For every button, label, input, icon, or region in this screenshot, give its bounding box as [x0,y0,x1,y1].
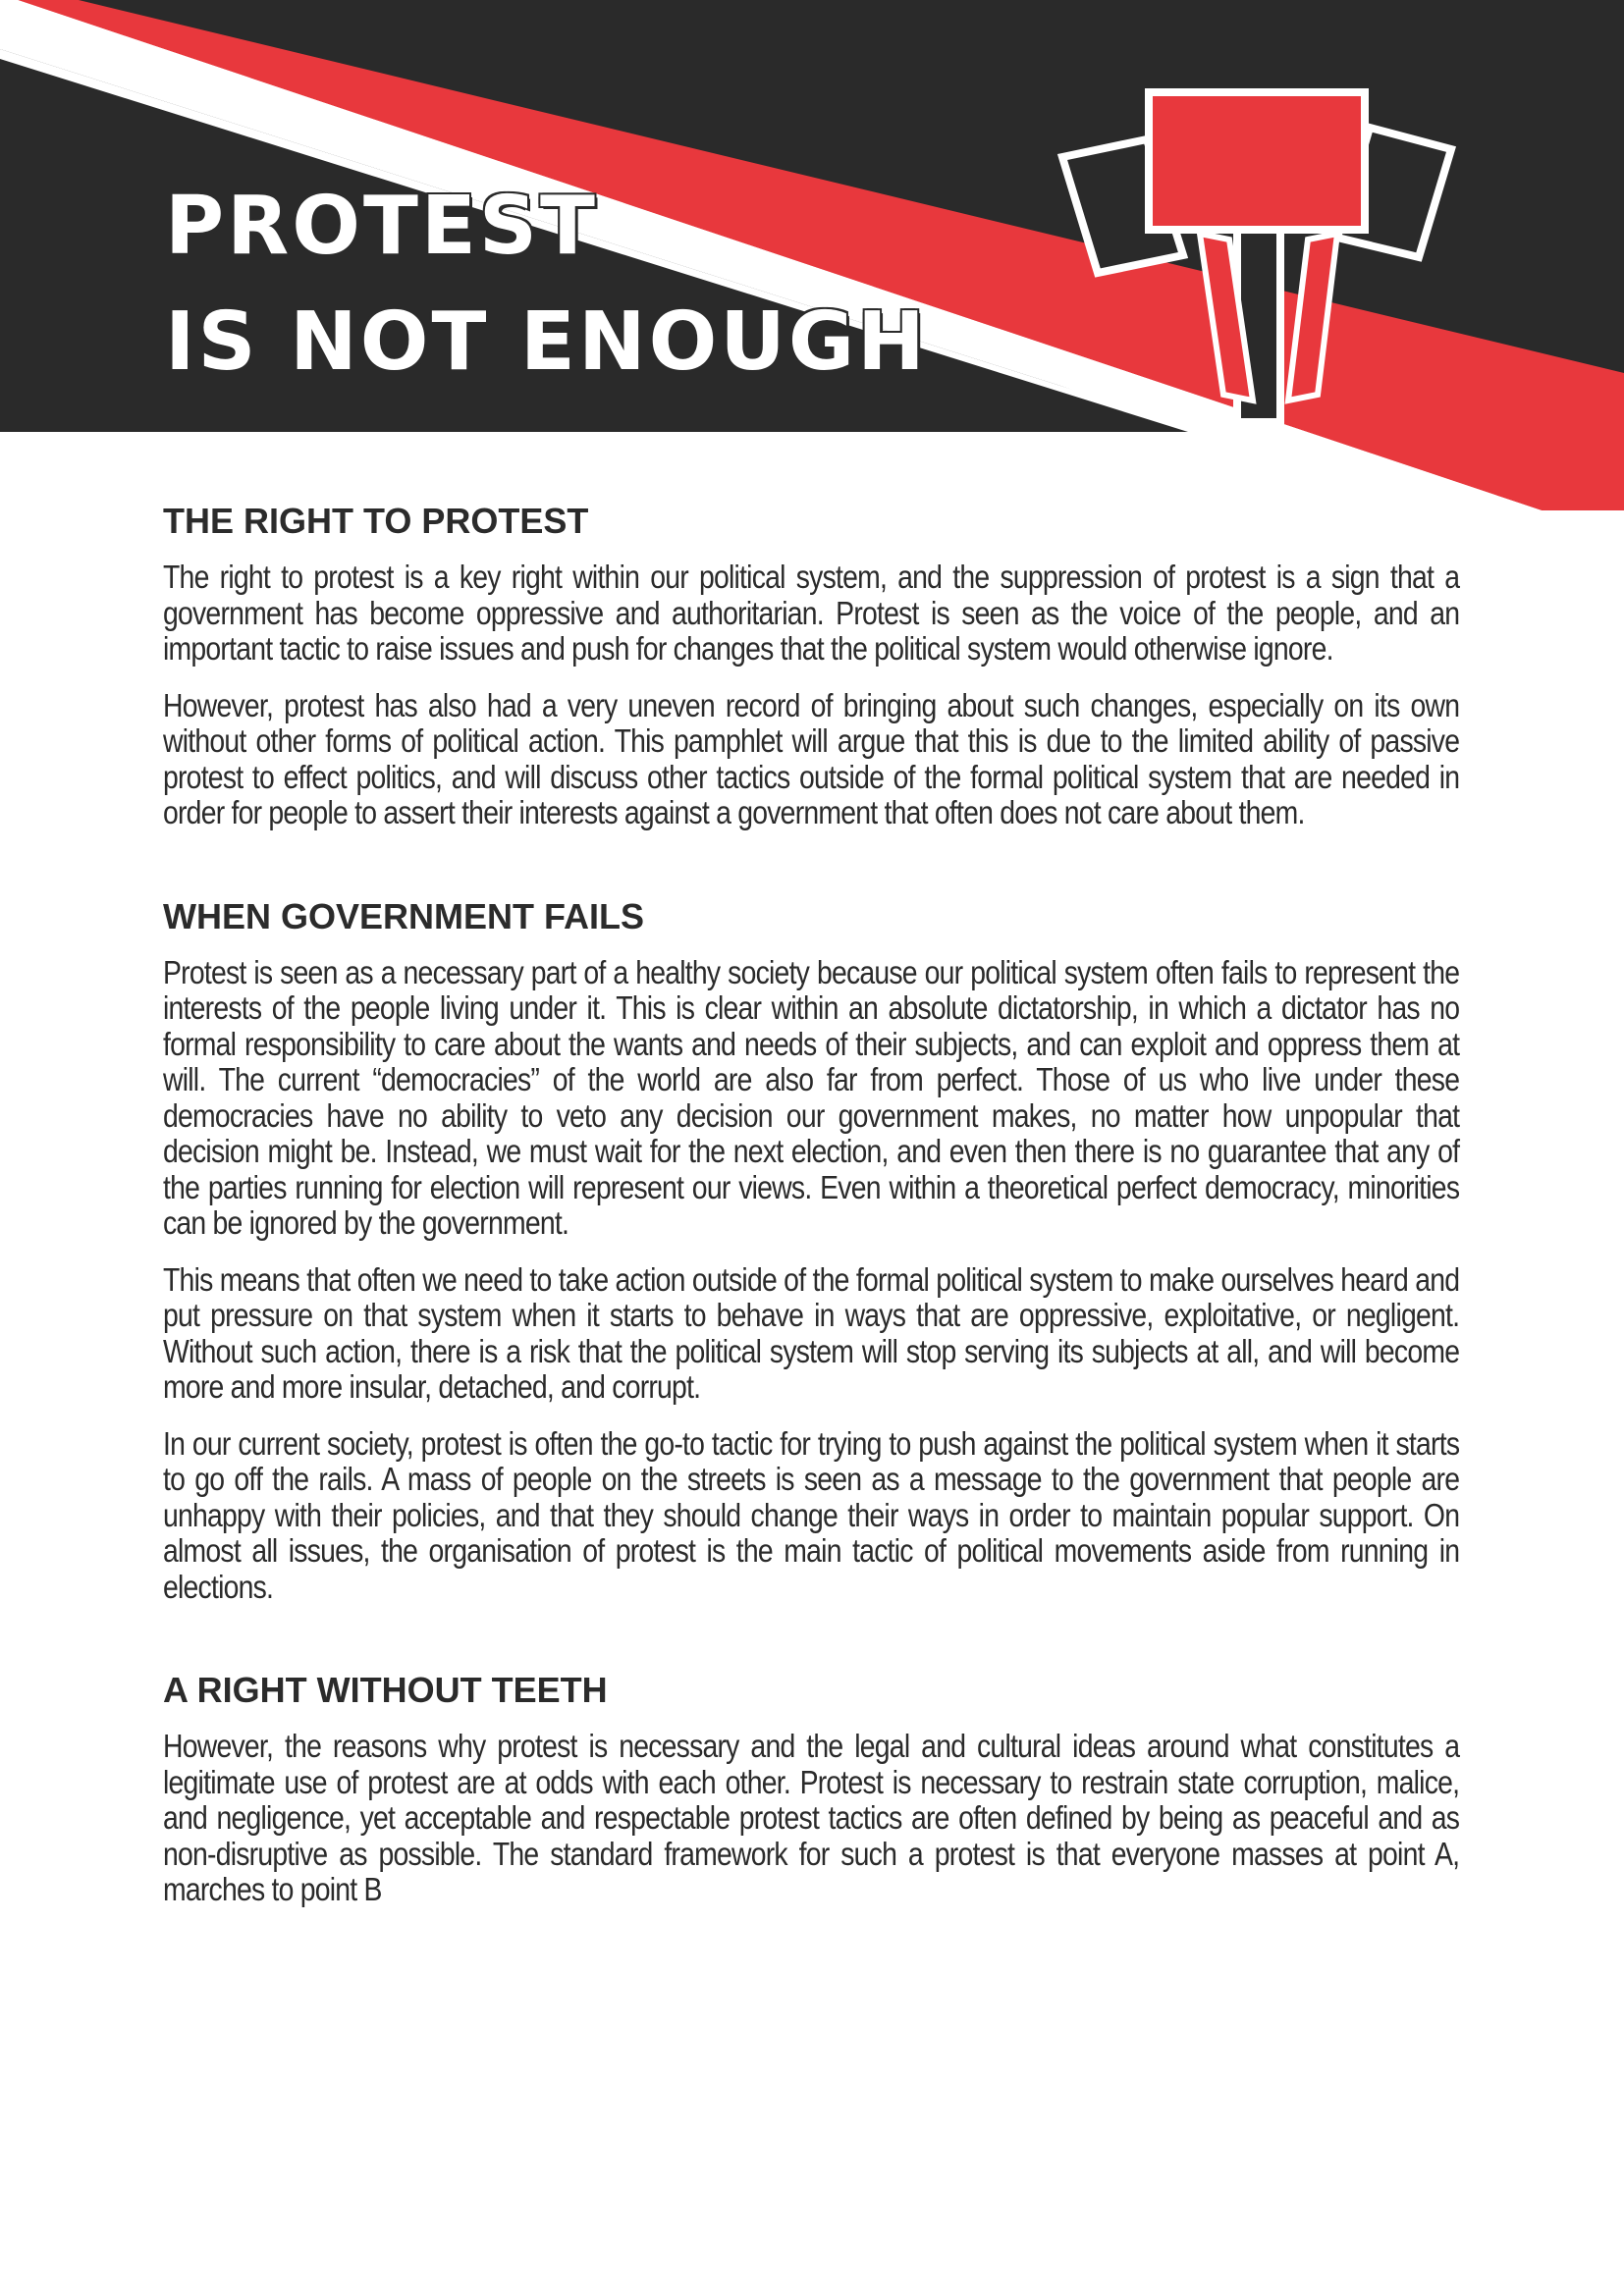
section-heading: THE RIGHT TO PROTEST [163,501,589,541]
paragraph: In our current society, protest is often the go-to tactic for trying to push against the political system when it starts to go off the rails. A mass of people on the streets is seen as a message to the government that people are unhappy with their policies, and that they should change their ways in order to maintain popular support. On almost all issues, the organisation of protest is the main tactic of political movements aside from running in elections. [163,1424,1460,1605]
page-title [165,169,928,400]
section-when-government-fails [163,894,1459,1606]
section-heading: A RIGHT WITHOUT TEETH [163,1670,608,1710]
section-right-without-teeth [163,1668,1459,1908]
paragraph: However, protest has also had a very uneven record of bringing about such changes, especially on its own without other forms of political action. This pamphlet will argue that this is due to the limited ability of passive protest to effect politics, and will discuss other tactics outside of the formal political system that are needed in order for people to assert their interests against a government that often does not care about them. [163,686,1460,830]
article-body [163,499,1459,1971]
paragraph: However, the reasons why protest is necessary and the legal and cultural ideas around what constitutes a legitimate use of protest are at odds with each other. Protest is necessary to restrain state corruption, malice, and negligence, yet acceptable and respectable protest tactics are often defined by being as peaceful and as non-disruptive as possible. The standard framework for such a protest is that everyone masses at point A, marches to point B [163,1728,1460,1907]
paragraph: Protest is seen as a necessary part of a healthy society because our political system often fails to represent the interests of the people living under it. This is clear within an absolute dictatorship, in which a dictator has no formal responsibility to care about the wants and needs of their subjects, and can exploit and oppress them at will. The current “democracies” of the world are also far from perfect. Those of us who live under these democracies have no ability to veto any decision our government makes, no matter how unpopular that decision might be. Instead, we must wait for the next election, and even then there is no guarantee that any of the parties running for election will represent our views. Even within a theoretical perfect democracy, minorities can be ignored by the government. [163,953,1460,1241]
paragraph: This means that often we need to take action outside of the formal political system to make ourselves heard and put pressure on that system when it starts to behave in ways that are oppressive, exploitative, or negligent. Without such action, there is a risk that the political system will stop serving its subjects at all, and will become more and more insular, detached, and corrupt. [163,1260,1460,1405]
section-heading: WHEN GOVERNMENT FAILS [163,895,645,936]
title-line-2: IS NOT ENOUGH [165,295,928,389]
title-line-1: PROTEST [165,180,598,273]
section-right-to-protest [163,499,1459,831]
paragraph: The right to protest is a key right within our political system, and the suppression of protest is a sign that a government has become oppressive and authoritarian. Protest is seen as the voice of the people, and an important tactic to raise issues and push for changes that the political system would otherwise ignore. [163,559,1460,667]
